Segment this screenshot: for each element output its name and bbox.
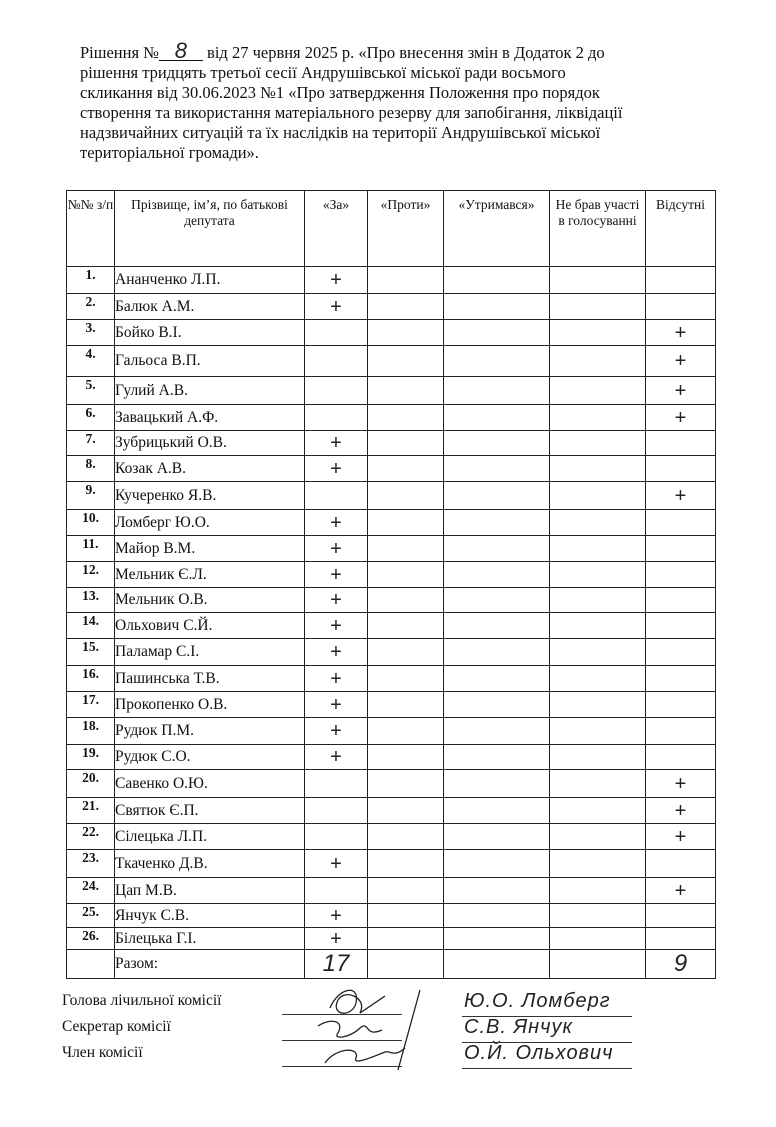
vote-for: + [305, 850, 368, 878]
vote-not-voting [550, 745, 646, 770]
header-line-4: створення та використання матеріального резерву для запобігання, ліквідації [80, 103, 623, 122]
col-header-no: №№ з/п [67, 191, 115, 267]
row-number: 2. [67, 294, 115, 320]
vote-absent [646, 666, 716, 692]
vote-for: + [305, 613, 368, 639]
table-row [67, 346, 716, 377]
decision-header [80, 38, 752, 163]
vote-against [368, 482, 444, 510]
vote-absent [646, 928, 716, 950]
vote-against [368, 294, 444, 320]
deputy-name: Пашинська Т.В. [115, 666, 305, 692]
vote-absent: + [646, 878, 716, 904]
table-row [67, 798, 716, 824]
header-line-5: надзвичайних ситуацій та їх наслідків на території Андрушівської міської [80, 123, 601, 142]
col-header-name: Прізвище, ім’я, по батькові депутата [115, 191, 305, 267]
row-number: 26. [67, 928, 115, 950]
vote-not-voting [550, 431, 646, 456]
vote-abstain [444, 798, 550, 824]
row-number: 9. [67, 482, 115, 510]
table-row [67, 850, 716, 878]
decision-date-title: від 27 червня 2025 р. «Про внесення змін в Додаток 2 до [207, 43, 605, 62]
vote-not-voting [550, 824, 646, 850]
vote-absent [646, 562, 716, 588]
vote-abstain [444, 639, 550, 666]
table-row [67, 431, 716, 456]
header-line-3: скликання від 30.06.2023 №1 «Про затвердження Положення про порядок [80, 83, 600, 102]
vote-not-voting [550, 613, 646, 639]
col-header-against: «Проти» [368, 191, 444, 267]
chair-name: Ю.О. Ломберг [464, 990, 611, 1012]
vote-absent: + [646, 405, 716, 431]
table-row [67, 267, 716, 294]
decision-label: Рішення № [80, 43, 159, 62]
vote-not-voting [550, 718, 646, 745]
vote-for: + [305, 904, 368, 928]
deputy-name: Сілецька Л.П. [115, 824, 305, 850]
vote-against [368, 320, 444, 346]
vote-for [305, 798, 368, 824]
header-line-6: територіальної громади». [80, 143, 259, 162]
row-number: 7. [67, 431, 115, 456]
vote-against [368, 405, 444, 431]
vote-absent [646, 267, 716, 294]
row-number: 17. [67, 692, 115, 718]
deputy-name: Гальоса В.П. [115, 346, 305, 377]
table-row [67, 405, 716, 431]
table-row [67, 456, 716, 482]
vote-abstain [444, 904, 550, 928]
row-number: 24. [67, 878, 115, 904]
deputy-name: Майор В.М. [115, 536, 305, 562]
deputy-name: Козак А.В. [115, 456, 305, 482]
vote-against [368, 613, 444, 639]
vote-not-voting [550, 928, 646, 950]
vote-for [305, 405, 368, 431]
vote-for: + [305, 456, 368, 482]
header-line-1 [80, 38, 752, 63]
row-number: 23. [67, 850, 115, 878]
vote-for [305, 346, 368, 377]
vote-absent: + [646, 824, 716, 850]
vote-for: + [305, 562, 368, 588]
vote-against [368, 377, 444, 405]
vote-abstain [444, 482, 550, 510]
col-header-abstain: «Утримався» [444, 191, 550, 267]
total-label: Разом: [115, 950, 305, 979]
table-row [67, 510, 716, 536]
vote-against [368, 639, 444, 666]
vote-against [368, 745, 444, 770]
vote-not-voting [550, 850, 646, 878]
table-row [67, 692, 716, 718]
vote-absent: + [646, 377, 716, 405]
vote-not-voting [550, 377, 646, 405]
vote-against [368, 928, 444, 950]
deputy-name: Ткаченко Д.В. [115, 850, 305, 878]
vote-absent [646, 745, 716, 770]
vote-abstain [444, 850, 550, 878]
vote-abstain [444, 718, 550, 745]
vote-absent: + [646, 320, 716, 346]
vote-for [305, 770, 368, 798]
table-row [67, 928, 716, 950]
deputy-name: Білецька Г.І. [115, 928, 305, 950]
row-number: 4. [67, 346, 115, 377]
vote-for: + [305, 267, 368, 294]
row-number: 12. [67, 562, 115, 588]
vote-absent [646, 639, 716, 666]
total-against [368, 950, 444, 979]
vote-against [368, 850, 444, 878]
header-line-2: рішення тридцять третьої сесії Андрушівської міської ради восьмого [80, 63, 566, 82]
vote-abstain [444, 267, 550, 294]
row-number: 25. [67, 904, 115, 928]
vote-for: + [305, 928, 368, 950]
row-number: 21. [67, 798, 115, 824]
table-row [67, 666, 716, 692]
table-row [67, 320, 716, 346]
member-name: О.Й. Ольхович [464, 1042, 614, 1064]
table-row [67, 824, 716, 850]
table-row [67, 536, 716, 562]
vote-abstain [444, 770, 550, 798]
handwritten-signatures [290, 978, 440, 1073]
deputy-name: Ольхович С.Й. [115, 613, 305, 639]
deputy-name: Савенко О.Ю. [115, 770, 305, 798]
vote-against [368, 267, 444, 294]
deputy-name: Ломберг Ю.О. [115, 510, 305, 536]
total-absent: 9 [646, 950, 716, 979]
vote-not-voting [550, 798, 646, 824]
vote-not-voting [550, 346, 646, 377]
vote-absent [646, 904, 716, 928]
vote-against [368, 536, 444, 562]
deputy-name: Прокопенко О.В. [115, 692, 305, 718]
vote-absent [646, 692, 716, 718]
row-number: 1. [67, 267, 115, 294]
vote-for: + [305, 639, 368, 666]
row-number: 15. [67, 639, 115, 666]
total-not-voting [550, 950, 646, 979]
vote-not-voting [550, 562, 646, 588]
vote-absent [646, 510, 716, 536]
vote-for [305, 878, 368, 904]
vote-absent: + [646, 346, 716, 377]
vote-not-voting [550, 588, 646, 613]
row-number: 13. [67, 588, 115, 613]
vote-not-voting [550, 770, 646, 798]
table-row [67, 770, 716, 798]
vote-against [368, 798, 444, 824]
deputy-name: Рудюк П.М. [115, 718, 305, 745]
row-number: 5. [67, 377, 115, 405]
col-header-absent: Відсутні [646, 191, 716, 267]
row-number: 11. [67, 536, 115, 562]
deputy-name: Зубрицький О.В. [115, 431, 305, 456]
vote-against [368, 456, 444, 482]
vote-absent [646, 294, 716, 320]
deputy-name: Балюк А.М. [115, 294, 305, 320]
vote-not-voting [550, 510, 646, 536]
vote-against [368, 824, 444, 850]
vote-abstain [444, 510, 550, 536]
decision-number: 8 [159, 42, 203, 61]
vote-abstain [444, 824, 550, 850]
vote-not-voting [550, 692, 646, 718]
vote-absent [646, 588, 716, 613]
vote-against [368, 588, 444, 613]
vote-abstain [444, 536, 550, 562]
vote-for: + [305, 510, 368, 536]
vote-against [368, 878, 444, 904]
table-row [67, 904, 716, 928]
vote-absent [646, 431, 716, 456]
vote-absent: + [646, 482, 716, 510]
vote-not-voting [550, 904, 646, 928]
col-header-for: «За» [305, 191, 368, 267]
vote-against [368, 770, 444, 798]
deputy-name: Янчук С.В. [115, 904, 305, 928]
vote-abstain [444, 878, 550, 904]
vote-for [305, 824, 368, 850]
vote-abstain [444, 431, 550, 456]
vote-for: + [305, 666, 368, 692]
table-row [67, 562, 716, 588]
vote-against [368, 431, 444, 456]
deputy-name: Ананченко Л.П. [115, 267, 305, 294]
total-row [67, 950, 716, 979]
vote-not-voting [550, 405, 646, 431]
vote-not-voting [550, 536, 646, 562]
vote-against [368, 346, 444, 377]
deputy-name: Гулий А.В. [115, 377, 305, 405]
total-for: 17 [305, 950, 368, 979]
vote-for: + [305, 692, 368, 718]
voting-table-body [67, 267, 716, 950]
vote-absent: + [646, 798, 716, 824]
vote-not-voting [550, 639, 646, 666]
vote-against [368, 666, 444, 692]
vote-abstain [444, 745, 550, 770]
vote-not-voting [550, 666, 646, 692]
deputy-name: Паламар С.І. [115, 639, 305, 666]
vote-against [368, 718, 444, 745]
row-number: 6. [67, 405, 115, 431]
total-abstain [444, 950, 550, 979]
vote-abstain [444, 588, 550, 613]
vote-for: + [305, 294, 368, 320]
table-row [67, 745, 716, 770]
vote-against [368, 692, 444, 718]
row-number: 8. [67, 456, 115, 482]
vote-absent [646, 536, 716, 562]
vote-abstain [444, 666, 550, 692]
vote-for: + [305, 718, 368, 745]
row-number: 10. [67, 510, 115, 536]
vote-abstain [444, 320, 550, 346]
vote-not-voting [550, 878, 646, 904]
vote-absent [646, 718, 716, 745]
member-label: Член комісії [62, 1044, 143, 1061]
vote-abstain [444, 613, 550, 639]
chair-label: Голова лічильної комісії [62, 992, 222, 1009]
vote-abstain [444, 928, 550, 950]
row-number: 3. [67, 320, 115, 346]
deputy-name: Завацький А.Ф. [115, 405, 305, 431]
table-row [67, 294, 716, 320]
vote-abstain [444, 692, 550, 718]
vote-for: + [305, 536, 368, 562]
row-number: 19. [67, 745, 115, 770]
vote-not-voting [550, 267, 646, 294]
row-number: 22. [67, 824, 115, 850]
secretary-name: С.В. Янчук [464, 1016, 573, 1038]
table-row [67, 878, 716, 904]
deputy-name: Бойко В.І. [115, 320, 305, 346]
vote-absent: + [646, 770, 716, 798]
voting-table [66, 190, 716, 979]
vote-against [368, 562, 444, 588]
row-number: 16. [67, 666, 115, 692]
vote-not-voting [550, 456, 646, 482]
deputy-name: Кучеренко Я.В. [115, 482, 305, 510]
vote-abstain [444, 377, 550, 405]
row-number: 20. [67, 770, 115, 798]
table-row [67, 377, 716, 405]
vote-for [305, 377, 368, 405]
deputy-name: Цап М.В. [115, 878, 305, 904]
table-row [67, 588, 716, 613]
vote-not-voting [550, 294, 646, 320]
vote-not-voting [550, 482, 646, 510]
vote-absent [646, 850, 716, 878]
member-name-line [462, 1068, 632, 1069]
deputy-name: Рудюк С.О. [115, 745, 305, 770]
secretary-label: Секретар комісії [62, 1018, 171, 1035]
vote-for [305, 320, 368, 346]
vote-abstain [444, 562, 550, 588]
vote-absent [646, 613, 716, 639]
vote-for: + [305, 431, 368, 456]
deputy-name: Мельник Є.Л. [115, 562, 305, 588]
vote-abstain [444, 294, 550, 320]
vote-for: + [305, 745, 368, 770]
vote-abstain [444, 405, 550, 431]
row-number: 14. [67, 613, 115, 639]
table-row [67, 613, 716, 639]
deputy-name: Святюк Є.П. [115, 798, 305, 824]
vote-for: + [305, 588, 368, 613]
deputy-name: Мельник О.В. [115, 588, 305, 613]
table-header-row [67, 191, 716, 267]
table-row [67, 718, 716, 745]
vote-absent [646, 456, 716, 482]
table-row [67, 482, 716, 510]
vote-abstain [444, 346, 550, 377]
vote-abstain [444, 456, 550, 482]
vote-not-voting [550, 320, 646, 346]
vote-against [368, 904, 444, 928]
total-no-cell [67, 950, 115, 979]
table-row [67, 639, 716, 666]
vote-for [305, 482, 368, 510]
col-header-not-voting: Не брав участі в голосуванні [550, 191, 646, 267]
vote-against [368, 510, 444, 536]
row-number: 18. [67, 718, 115, 745]
